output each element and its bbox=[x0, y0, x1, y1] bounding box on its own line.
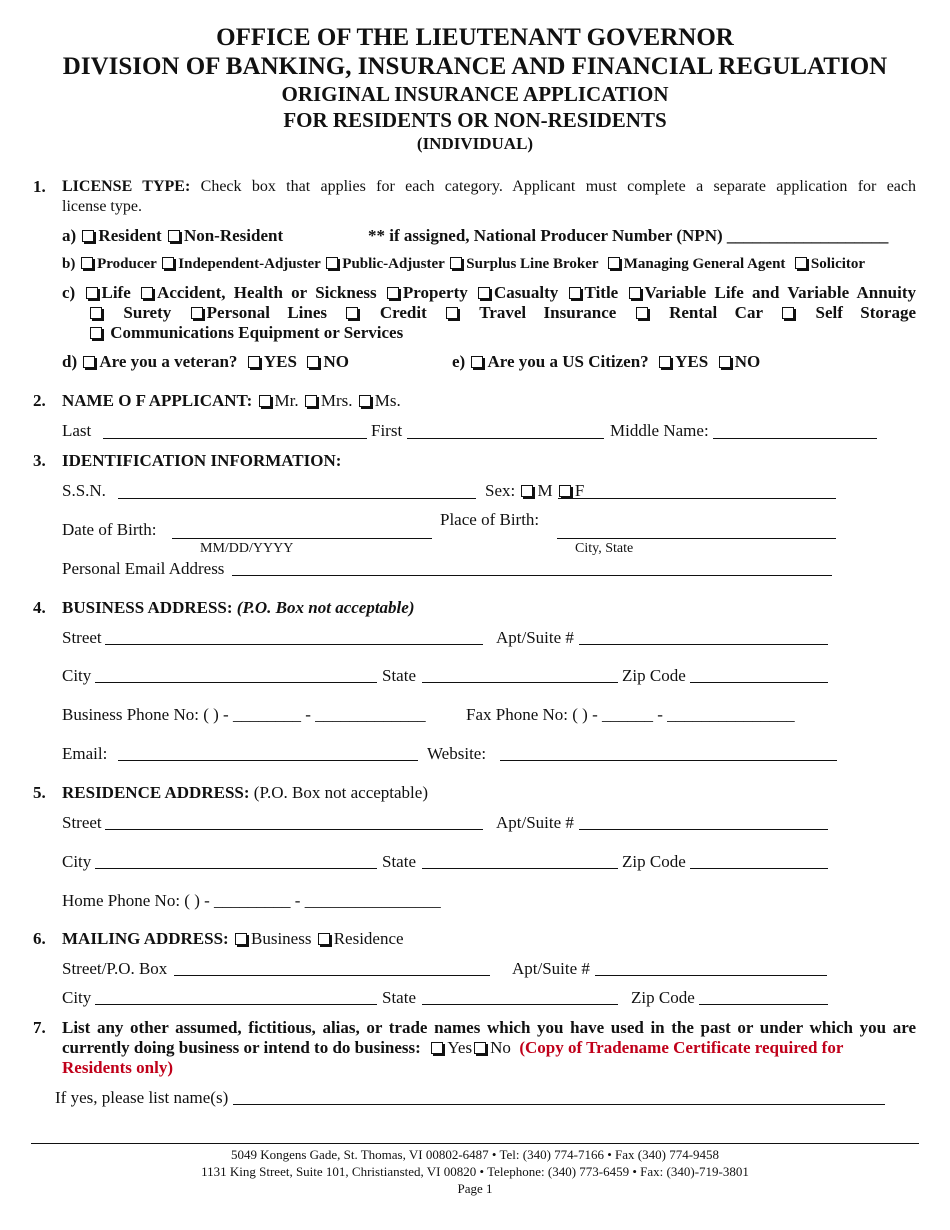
citizen-label: Are you a US Citizen? bbox=[487, 352, 649, 371]
property-checkbox[interactable] bbox=[387, 287, 399, 299]
mailing-residence-label: Residence bbox=[333, 929, 404, 948]
credit-checkbox[interactable] bbox=[346, 307, 358, 319]
name-row bbox=[62, 391, 401, 411]
middle-name-field[interactable] bbox=[713, 438, 877, 439]
residence-state-field[interactable] bbox=[422, 868, 618, 869]
ssn-field[interactable] bbox=[118, 498, 476, 499]
mailing-residence-checkbox[interactable] bbox=[318, 933, 330, 945]
home-phone-field[interactable]: Home Phone No: ( ) - _________ - ________________ bbox=[62, 891, 441, 910]
independent-adjuster-checkbox[interactable] bbox=[162, 257, 174, 269]
mailing-zip-field[interactable] bbox=[699, 1004, 828, 1005]
business-address-title bbox=[62, 598, 414, 618]
mga-checkbox[interactable] bbox=[608, 257, 620, 269]
independent-adjuster-label: Independent-Adjuster bbox=[178, 256, 321, 272]
row-c-2 bbox=[88, 303, 916, 323]
mr-checkbox[interactable] bbox=[259, 395, 271, 407]
business-email-field[interactable] bbox=[118, 760, 418, 761]
row-c-3 bbox=[88, 323, 403, 343]
first-label: First bbox=[371, 421, 403, 440]
npn-field[interactable]: ** if assigned, National Producer Number (NPN) ___________________ bbox=[368, 226, 889, 245]
communications-label: Communications Equipment or Services bbox=[110, 323, 404, 342]
personal-lines-label: Personal Lines bbox=[206, 303, 328, 322]
section-number: 6. bbox=[33, 929, 46, 948]
dob-hint: MM/DD/YYYY bbox=[200, 541, 294, 556]
section-number: 4. bbox=[33, 598, 46, 617]
zip-label: Zip Code bbox=[631, 988, 695, 1007]
state-label: State bbox=[382, 666, 416, 685]
label-e: e) bbox=[452, 352, 466, 371]
residence-address-label: RESIDENCE ADDRESS: bbox=[62, 783, 250, 802]
sex-m-label: M bbox=[537, 481, 553, 500]
business-city-field[interactable] bbox=[95, 682, 377, 683]
footer-st-thomas: 5049 Kongens Gade, St. Thomas, VI 00802-6487 • Tel: (340) 774-7166 • Fax (340) 774-9458 bbox=[230, 1147, 720, 1162]
rental-car-checkbox[interactable] bbox=[636, 307, 648, 319]
self-storage-label: Self Storage bbox=[815, 303, 917, 322]
surety-checkbox[interactable] bbox=[90, 307, 102, 319]
mr-label: Mr. bbox=[274, 391, 299, 410]
trade-no-checkbox[interactable] bbox=[474, 1042, 486, 1054]
row-d bbox=[62, 352, 349, 372]
row-c-1 bbox=[62, 283, 916, 303]
ssn-label: S.S.N. bbox=[62, 481, 106, 500]
city-label: City bbox=[62, 852, 92, 871]
life-checkbox[interactable] bbox=[86, 287, 98, 299]
mailing-address-row bbox=[62, 929, 404, 949]
header-individual: (INDIVIDUAL) bbox=[416, 134, 534, 153]
surplus-line-checkbox[interactable] bbox=[450, 257, 462, 269]
non-resident-label: Non-Resident bbox=[183, 226, 284, 245]
trade-yes-checkbox[interactable] bbox=[431, 1042, 443, 1054]
business-phone-field[interactable]: Business Phone No: ( ) - ________ - _____________ bbox=[62, 705, 426, 724]
mga-label: Managing General Agent bbox=[623, 256, 786, 272]
row-e bbox=[452, 352, 760, 372]
zip-label: Zip Code bbox=[622, 666, 686, 685]
citizen-checkbox[interactable] bbox=[471, 356, 483, 368]
section-number: 5. bbox=[33, 783, 46, 802]
row-b bbox=[62, 255, 865, 273]
business-address-note: (P.O. Box not acceptable) bbox=[236, 598, 415, 617]
surety-label: Surety bbox=[123, 303, 172, 322]
public-adjuster-checkbox[interactable] bbox=[326, 257, 338, 269]
trade-names-question-2: currently doing business or intend to do business: bbox=[62, 1038, 421, 1057]
variable-life-checkbox[interactable] bbox=[629, 287, 641, 299]
veteran-no-checkbox[interactable] bbox=[307, 356, 319, 368]
state-label: State bbox=[382, 988, 416, 1007]
business-apt-field[interactable] bbox=[579, 644, 828, 645]
mailing-apt-field[interactable] bbox=[595, 975, 827, 976]
life-label: Life bbox=[101, 283, 131, 302]
business-zip-field[interactable] bbox=[690, 682, 828, 683]
first-name-field[interactable] bbox=[407, 438, 604, 439]
solicitor-label: Solicitor bbox=[810, 256, 866, 272]
title-checkbox[interactable] bbox=[569, 287, 581, 299]
communications-checkbox[interactable] bbox=[90, 327, 102, 339]
state-label: State bbox=[382, 852, 416, 871]
website-field[interactable] bbox=[500, 760, 837, 761]
residence-zip-field[interactable] bbox=[690, 868, 828, 869]
residence-address-note: (P.O. Box not acceptable) bbox=[253, 783, 428, 802]
street-label: Street bbox=[62, 813, 102, 832]
rental-car-label: Rental Car bbox=[669, 303, 763, 322]
producer-label: Producer bbox=[97, 256, 157, 272]
pob-hint: City, State bbox=[575, 541, 634, 556]
residence-apt-field[interactable] bbox=[579, 829, 828, 830]
business-address-label: BUSINESS ADDRESS: bbox=[62, 598, 233, 617]
name-title: NAME O F APPLICANT: bbox=[62, 391, 253, 410]
property-label: Property bbox=[402, 283, 468, 302]
credit-label: Credit bbox=[379, 303, 427, 322]
street-label: Street bbox=[62, 628, 102, 647]
ms-label: Ms. bbox=[374, 391, 401, 410]
mailing-business-checkbox[interactable] bbox=[235, 933, 247, 945]
veteran-yes-checkbox[interactable] bbox=[248, 356, 260, 368]
mrs-label: Mrs. bbox=[320, 391, 353, 410]
license-type-desc-2: license type. bbox=[62, 198, 142, 215]
sex-m-checkbox[interactable] bbox=[521, 485, 533, 497]
fax-phone-field[interactable]: Fax Phone No: ( ) - ______ - _______________ bbox=[466, 705, 795, 724]
zip-label: Zip Code bbox=[622, 852, 686, 871]
mailing-address-title: MAILING ADDRESS: bbox=[62, 929, 229, 948]
section-number: 3. bbox=[33, 451, 46, 470]
apt-label: Apt/Suite # bbox=[496, 813, 574, 832]
middle-label: Middle Name: bbox=[610, 421, 709, 440]
travel-label: Travel Insurance bbox=[479, 303, 617, 322]
header-office: OFFICE OF THE LIEUTENANT GOVERNOR bbox=[216, 24, 734, 51]
section-number: 2. bbox=[33, 391, 46, 410]
label-a: a) bbox=[62, 226, 77, 245]
citizen-yes-label: YES bbox=[675, 352, 709, 371]
apt-label: Apt/Suite # bbox=[496, 628, 574, 647]
variable-life-label: Variable Life and Variable Annuity bbox=[644, 283, 917, 302]
trade-names-question: List any other assumed, fictitious, alias, or trade names which you have used in the past or under which you are bbox=[62, 1018, 916, 1037]
citizen-no-label: NO bbox=[734, 352, 761, 371]
license-type-desc: Check box that applies for each category. Applicant must complete a separate application for each bbox=[200, 178, 916, 195]
pob-field[interactable] bbox=[557, 538, 836, 539]
mailing-street-field[interactable] bbox=[174, 975, 490, 976]
sex-line bbox=[558, 498, 836, 499]
label-b: b) bbox=[62, 256, 76, 272]
veteran-yes-label: YES bbox=[263, 352, 297, 371]
resident-checkbox[interactable] bbox=[82, 230, 94, 242]
pob-label: Place of Birth: bbox=[440, 510, 540, 529]
resident-label: Resident bbox=[98, 226, 162, 245]
mailing-city-field[interactable] bbox=[95, 1004, 377, 1005]
mailing-street-label: Street/P.O. Box bbox=[62, 959, 168, 978]
footer-christiansted: 1131 King Street, Suite 101, Christiansted, VI 00820 • Telephone: (340) 773-6459 • Fax: (340)-719-3801 bbox=[201, 1164, 749, 1179]
label-c: c) bbox=[62, 283, 76, 302]
public-adjuster-label: Public-Adjuster bbox=[342, 256, 445, 272]
mailing-state-field[interactable] bbox=[422, 1004, 618, 1005]
footer-divider bbox=[31, 1143, 919, 1144]
page-number: Page 1 bbox=[457, 1181, 493, 1196]
last-label: Last bbox=[62, 421, 92, 440]
mailing-business-label: Business bbox=[250, 929, 312, 948]
mrs-checkbox[interactable] bbox=[305, 395, 317, 407]
email-label: Email: bbox=[62, 744, 108, 763]
citizen-yes-checkbox[interactable] bbox=[659, 356, 671, 368]
ahs-checkbox[interactable] bbox=[141, 287, 153, 299]
trade-yes-label: Yes bbox=[447, 1038, 473, 1057]
surplus-line-label: Surplus Line Broker bbox=[466, 256, 599, 272]
city-label: City bbox=[62, 988, 92, 1007]
residence-address-title bbox=[62, 783, 428, 803]
last-name-field[interactable] bbox=[103, 438, 367, 439]
dob-label: Date of Birth: bbox=[62, 520, 157, 539]
header-division: DIVISION OF BANKING, INSURANCE AND FINANCIAL REGULATION bbox=[62, 53, 888, 80]
header-application: ORIGINAL INSURANCE APPLICATION bbox=[281, 82, 669, 106]
casualty-checkbox[interactable] bbox=[478, 287, 490, 299]
tradename-note-2: Residents only) bbox=[62, 1058, 173, 1077]
sex-f-label: F bbox=[574, 481, 585, 500]
identification-title: IDENTIFICATION INFORMATION: bbox=[62, 451, 342, 470]
producer-checkbox[interactable] bbox=[81, 257, 93, 269]
veteran-label: Are you a veteran? bbox=[99, 352, 238, 371]
tradename-note: (Copy of Tradename Certificate required for bbox=[519, 1038, 844, 1057]
sex-f-checkbox[interactable] bbox=[559, 485, 571, 497]
casualty-label: Casualty bbox=[494, 283, 559, 302]
label-d: d) bbox=[62, 352, 78, 371]
email-label: Personal Email Address bbox=[62, 559, 225, 578]
residence-street-field[interactable] bbox=[105, 829, 483, 830]
license-type-instructions bbox=[62, 177, 916, 197]
veteran-checkbox[interactable] bbox=[83, 356, 95, 368]
personal-email-field[interactable] bbox=[232, 575, 832, 576]
non-resident-checkbox[interactable] bbox=[168, 230, 180, 242]
ahs-label: Accident, Health or Sickness bbox=[157, 283, 377, 302]
dob-field[interactable] bbox=[172, 538, 432, 539]
business-state-field[interactable] bbox=[422, 682, 618, 683]
row-a bbox=[62, 226, 283, 246]
citizen-no-checkbox[interactable] bbox=[719, 356, 731, 368]
trade-names-field[interactable] bbox=[233, 1104, 885, 1105]
header-residents: FOR RESIDENTS OR NON-RESIDENTS bbox=[283, 108, 667, 132]
solicitor-checkbox[interactable] bbox=[795, 257, 807, 269]
self-storage-checkbox[interactable] bbox=[782, 307, 794, 319]
trade-names-row bbox=[62, 1038, 843, 1058]
veteran-no-label: NO bbox=[323, 352, 349, 371]
business-street-field[interactable] bbox=[105, 644, 483, 645]
website-label: Website: bbox=[427, 744, 487, 763]
travel-checkbox[interactable] bbox=[446, 307, 458, 319]
title-label: Title bbox=[584, 283, 619, 302]
ms-checkbox[interactable] bbox=[359, 395, 371, 407]
residence-city-field[interactable] bbox=[95, 868, 377, 869]
sex-label: Sex: bbox=[485, 481, 516, 500]
section-number: 1. bbox=[33, 177, 46, 196]
apt-label: Apt/Suite # bbox=[512, 959, 590, 978]
trade-no-label: No bbox=[490, 1038, 511, 1057]
city-label: City bbox=[62, 666, 92, 685]
personal-lines-checkbox[interactable] bbox=[191, 307, 203, 319]
list-names-label: If yes, please list name(s) bbox=[55, 1088, 229, 1107]
license-type-title: LICENSE TYPE: bbox=[62, 178, 191, 195]
section-number: 7. bbox=[33, 1018, 46, 1037]
